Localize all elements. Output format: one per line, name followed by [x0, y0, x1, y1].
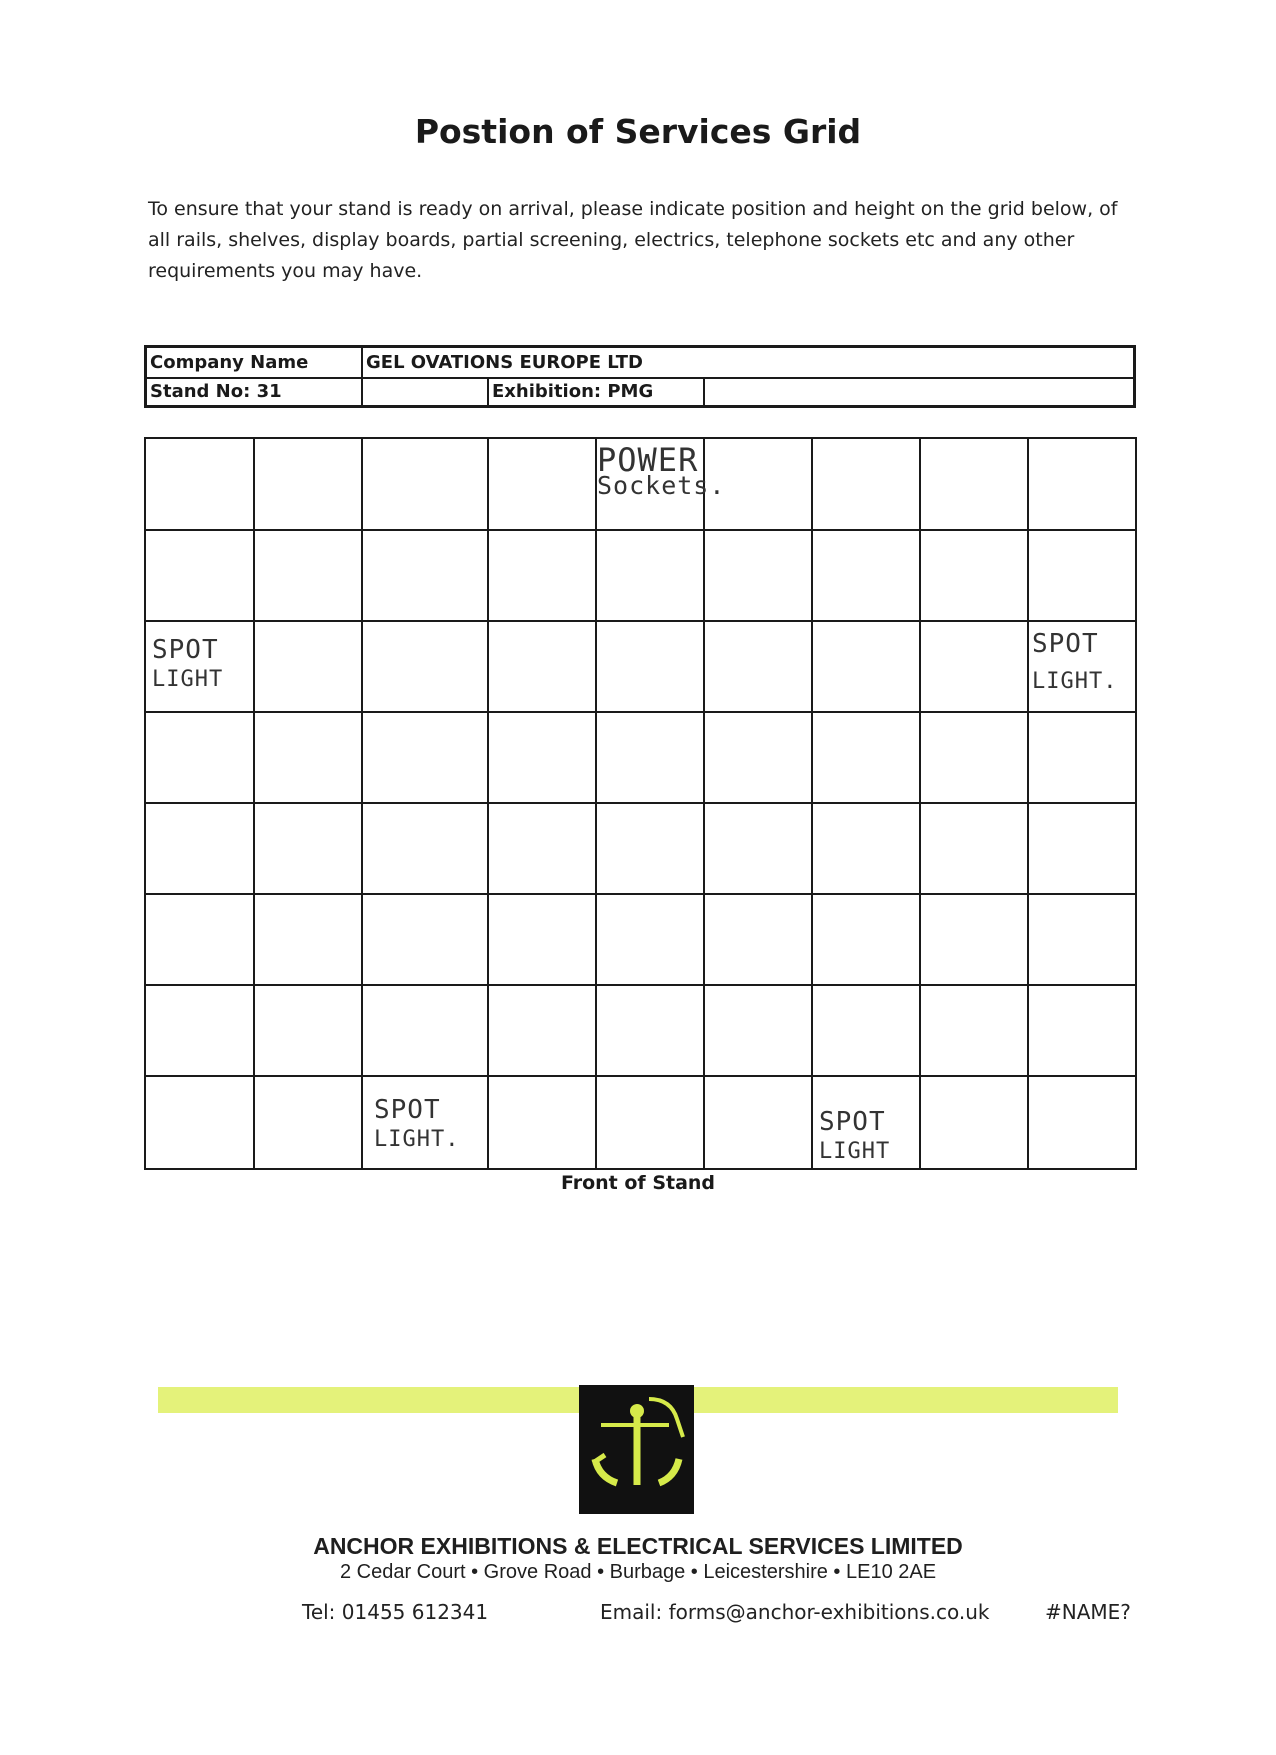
grid-line: [146, 711, 1135, 713]
grid-line: [146, 1075, 1135, 1077]
grid-line: [146, 529, 1135, 531]
grid-line: [146, 802, 1135, 804]
anchor-logo: [579, 1385, 694, 1514]
handwritten-note-spotlight-bottom-left: SPOT LIGHT.: [374, 1095, 460, 1152]
grid-line: [146, 893, 1135, 895]
footer-company-name: ANCHOR EXHIBITIONS & ELECTRICAL SERVICES LIMITED: [313, 1533, 963, 1559]
anchor-icon: [579, 1385, 694, 1514]
stand-number: Stand No: 31: [150, 381, 282, 402]
footer-name-error: #NAME?: [1045, 1600, 1131, 1624]
handwritten-note-spotlight-bottom-right: SPOT LIGHT: [819, 1107, 891, 1164]
grid-line: [146, 984, 1135, 986]
exhibition-blank-cell[interactable]: [705, 377, 1133, 405]
footer-email: Email: forms@anchor-exhibitions.co.uk: [600, 1600, 990, 1624]
company-name-value[interactable]: GEL OVATIONS EUROPE LTD: [366, 352, 643, 373]
info-row-company: [147, 348, 1133, 379]
footer-address: 2 Cedar Court • Grove Road • Burbage • Leicestershire • LE10 2AE: [339, 1561, 937, 1583]
services-grid[interactable]: [144, 437, 1137, 1170]
intro-text: To ensure that your stand is ready on arrival, please indicate position and height on the grid below, of all rails, shelves, display boards, partial screening, electrics, telephone sockets etc and any other requirements you may have.: [148, 198, 1118, 282]
company-name-label: Company Name: [150, 352, 309, 373]
info-table: [144, 345, 1136, 408]
grid-line: [146, 620, 1135, 622]
footer-telephone: Tel: 01455 612341: [302, 1600, 489, 1624]
page-title: Postion of Services Grid: [414, 112, 862, 151]
exhibition-label: Exhibition: PMG: [492, 381, 654, 402]
info-row-stand: [147, 377, 1133, 405]
handwritten-note-power: POWER Sockets.: [597, 441, 726, 500]
handwritten-note-spotlight-right: SPOT LIGHT.: [1032, 629, 1118, 694]
front-of-stand-label: Front of Stand: [560, 1172, 716, 1194]
stand-number-blank-cell[interactable]: [363, 377, 487, 405]
handwritten-note-spotlight-left: SPOT LIGHT: [152, 635, 224, 692]
